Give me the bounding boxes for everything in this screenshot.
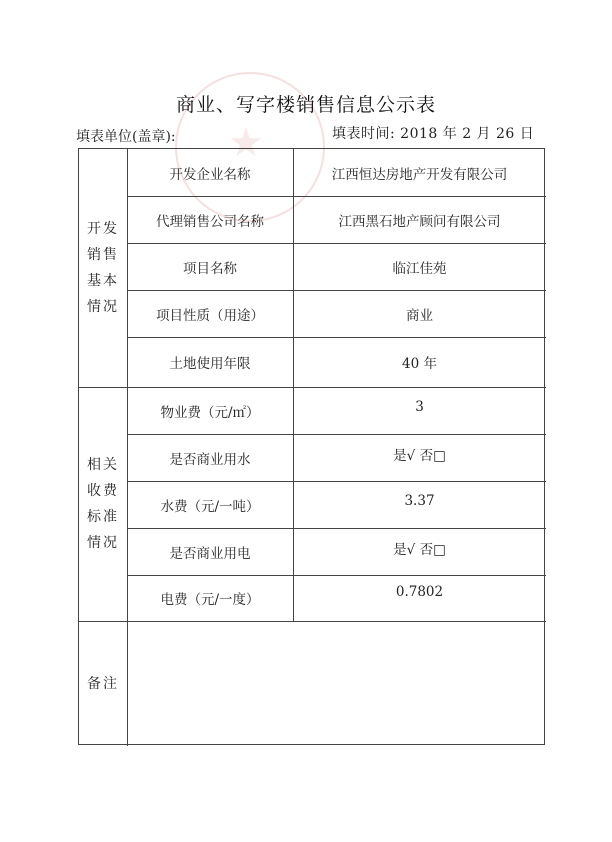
row-label: 电费（元/一度）	[160, 592, 260, 608]
fill-unit-label: 填表单位(盖章):	[76, 129, 176, 145]
page-title: 商业、写字楼销售信息公示表	[175, 94, 436, 116]
row-value: 0.7802	[395, 584, 444, 600]
category-dev-basic: 开发销售基本情况	[87, 221, 119, 315]
row-label: 开发企业名称	[169, 166, 251, 183]
row-value: 3	[415, 399, 424, 415]
row-value: 商业	[406, 307, 433, 324]
row-label: 是否商业用水	[169, 451, 251, 468]
row-label: 物业费（元/㎡）	[160, 404, 260, 421]
category-remarks: 备注	[87, 675, 119, 692]
row-value: 是√ 否□	[393, 448, 446, 464]
row-value: 江西恒达房地产开发有限公司	[331, 166, 508, 183]
row-value: 是√ 否□	[393, 542, 446, 558]
row-label: 土地使用年限	[169, 356, 251, 372]
row-label: 水费（元/一吨）	[160, 498, 260, 515]
info-table	[78, 148, 545, 745]
fill-time: 填表时间: 2018 年 2 月 26 日	[332, 126, 535, 142]
row-label: 项目名称	[183, 260, 237, 277]
row-label: 是否商业用电	[169, 545, 251, 562]
row-value: 3.37	[404, 493, 435, 509]
row-value: 临江佳苑	[392, 260, 447, 277]
row-label: 代理销售公司名称	[156, 213, 264, 230]
row-value: 江西黑石地产顾问有限公司	[338, 213, 501, 230]
seal-star-icon: ★	[228, 120, 264, 166]
row-value: 40 年	[402, 356, 437, 372]
remarks-content	[127, 621, 546, 746]
category-fee-standard: 相关收费标准情况	[87, 457, 119, 551]
row-label: 项目性质（用途）	[156, 307, 264, 324]
